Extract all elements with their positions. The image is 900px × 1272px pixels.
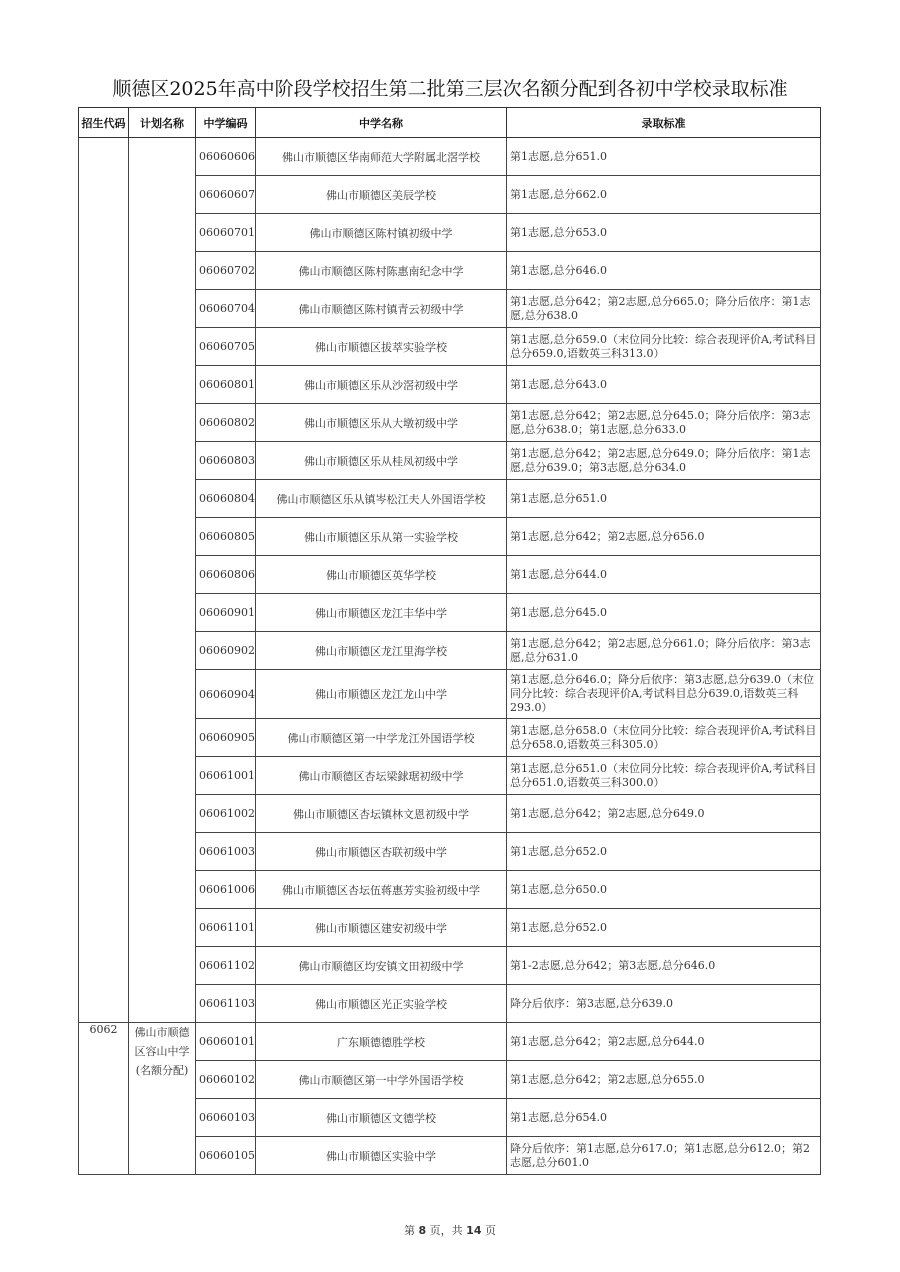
admission-standard-cell: 第1志愿,总分662.0 bbox=[507, 176, 821, 214]
table-header-row bbox=[79, 108, 821, 138]
admission-standard-cell: 第1志愿,总分646.0；降分后依序：第3志愿,总分639.0（末位同分比较：综合表现评价A,考试科目总分639.0,语数英三科293.0） bbox=[507, 670, 821, 719]
school-code-cell: 06060101 bbox=[196, 1023, 256, 1061]
school-code-cell: 06060804 bbox=[196, 480, 256, 518]
school-name-cell: 佛山市顺德区杏联初级中学 bbox=[256, 833, 507, 871]
school-code-cell: 06060704 bbox=[196, 290, 256, 328]
school-code-cell: 06061003 bbox=[196, 833, 256, 871]
admission-standard-cell: 第1志愿,总分658.0（末位同分比较：综合表现评价A,考试科目总分658.0,语数英三科305.0） bbox=[507, 719, 821, 757]
admission-standard-cell: 第1志愿,总分643.0 bbox=[507, 366, 821, 404]
admission-standard-cell: 第1志愿,总分651.0 bbox=[507, 138, 821, 176]
school-code-cell: 06061001 bbox=[196, 757, 256, 795]
plan-code-cell: 6062 bbox=[79, 1023, 129, 1175]
school-code-cell: 06060901 bbox=[196, 594, 256, 632]
school-code-cell: 06060103 bbox=[196, 1099, 256, 1137]
admission-standard-cell: 第1志愿,总分659.0（末位同分比较：综合表现评价A,考试科目总分659.0,语数英三科313.0） bbox=[507, 328, 821, 366]
school-name-cell: 佛山市顺德区建安初级中学 bbox=[256, 909, 507, 947]
header-school-code: 中学编码 bbox=[196, 108, 256, 138]
school-code-cell: 06060902 bbox=[196, 632, 256, 670]
school-code-cell: 06060801 bbox=[196, 366, 256, 404]
school-name-cell: 佛山市顺德区龙江丰华中学 bbox=[256, 594, 507, 632]
school-code-cell: 06060102 bbox=[196, 1061, 256, 1099]
header-admission-standard: 录取标准 bbox=[507, 108, 821, 138]
school-name-cell: 佛山市顺德区美辰学校 bbox=[256, 176, 507, 214]
school-name-cell: 佛山市顺德区杏坛梁銶琚初级中学 bbox=[256, 757, 507, 795]
admission-standard-cell: 第1志愿,总分644.0 bbox=[507, 556, 821, 594]
admission-standard-cell: 第1志愿,总分645.0 bbox=[507, 594, 821, 632]
school-name-cell: 佛山市顺德区杏坛镇林文恩初级中学 bbox=[256, 795, 507, 833]
school-code-cell: 06060802 bbox=[196, 404, 256, 442]
school-code-cell: 06061102 bbox=[196, 947, 256, 985]
admission-standard-cell: 第1志愿,总分651.0 bbox=[507, 480, 821, 518]
school-name-cell: 佛山市顺德区光正实验学校 bbox=[256, 985, 507, 1023]
admission-standard-cell: 第1志愿,总分642；第2志愿,总分649.0；降分后依序：第1志愿,总分639.0；第3志愿,总分634.0 bbox=[507, 442, 821, 480]
school-name-cell: 佛山市顺德区乐从第一实验学校 bbox=[256, 518, 507, 556]
school-name-cell: 佛山市顺德区第一中学外国语学校 bbox=[256, 1061, 507, 1099]
school-name-cell: 佛山市顺德区华南师范大学附属北滘学校 bbox=[256, 138, 507, 176]
admission-standard-cell: 第1志愿,总分646.0 bbox=[507, 252, 821, 290]
school-name-cell: 广东顺德德胜学校 bbox=[256, 1023, 507, 1061]
school-name-cell: 佛山市顺德区乐从沙滘初级中学 bbox=[256, 366, 507, 404]
plan-name-cell bbox=[129, 138, 196, 1023]
admission-standard-cell: 第1志愿,总分650.0 bbox=[507, 871, 821, 909]
plan-code-cell bbox=[79, 138, 129, 1023]
admission-standard-cell: 第1志愿,总分642；第2志愿,总分649.0 bbox=[507, 795, 821, 833]
admission-standard-cell: 第1志愿,总分652.0 bbox=[507, 833, 821, 871]
table-row bbox=[79, 138, 821, 176]
school-code-cell: 06061002 bbox=[196, 795, 256, 833]
school-name-cell: 佛山市顺德区龙江里海学校 bbox=[256, 632, 507, 670]
admission-standard-cell: 第1-2志愿,总分642；第3志愿,总分646.0 bbox=[507, 947, 821, 985]
school-name-cell: 佛山市顺德区乐从桂凤初级中学 bbox=[256, 442, 507, 480]
school-name-cell: 佛山市顺德区乐从镇岑松江夫人外国语学校 bbox=[256, 480, 507, 518]
admission-standard-cell: 降分后依序：第3志愿,总分639.0 bbox=[507, 985, 821, 1023]
school-code-cell: 06061006 bbox=[196, 871, 256, 909]
admission-standard-cell: 降分后依序：第1志愿,总分617.0；第1志愿,总分612.0；第2志愿,总分601.0 bbox=[507, 1137, 821, 1175]
school-code-cell: 06060702 bbox=[196, 252, 256, 290]
school-name-cell: 佛山市顺德区陈村镇青云初级中学 bbox=[256, 290, 507, 328]
school-code-cell: 06060606 bbox=[196, 138, 256, 176]
total-pages: 14 bbox=[466, 1224, 482, 1237]
school-code-cell: 06060705 bbox=[196, 328, 256, 366]
admission-standard-cell: 第1志愿,总分642；第2志愿,总分661.0；降分后依序：第3志愿,总分631.0 bbox=[507, 632, 821, 670]
school-code-cell: 06060607 bbox=[196, 176, 256, 214]
table-row bbox=[79, 1023, 821, 1061]
school-name-cell: 佛山市顺德区陈村镇初级中学 bbox=[256, 214, 507, 252]
school-code-cell: 06060701 bbox=[196, 214, 256, 252]
school-name-cell: 佛山市顺德区英华学校 bbox=[256, 556, 507, 594]
school-name-cell: 佛山市顺德区拔萃实验学校 bbox=[256, 328, 507, 366]
plan-name-cell: 佛山市顺德区容山中学(名额分配) bbox=[129, 1023, 196, 1175]
admission-standard-cell: 第1志愿,总分654.0 bbox=[507, 1099, 821, 1137]
school-code-cell: 06061101 bbox=[196, 909, 256, 947]
admission-standard-cell: 第1志愿,总分651.0（末位同分比较：综合表现评价A,考试科目总分651.0,语数英三科300.0） bbox=[507, 757, 821, 795]
footer-middle: 页，共 bbox=[429, 1224, 463, 1237]
admission-standard-cell: 第1志愿,总分642；第2志愿,总分645.0；降分后依序：第3志愿,总分638.0；第1志愿,总分633.0 bbox=[507, 404, 821, 442]
school-name-cell: 佛山市顺德区杏坛伍蒋惠芳实验初级中学 bbox=[256, 871, 507, 909]
school-code-cell: 06061103 bbox=[196, 985, 256, 1023]
school-code-cell: 06060806 bbox=[196, 556, 256, 594]
school-code-cell: 06060905 bbox=[196, 719, 256, 757]
header-plan-code: 招生代码 bbox=[79, 108, 129, 138]
school-code-cell: 06060904 bbox=[196, 670, 256, 719]
school-name-cell: 佛山市顺德区文德学校 bbox=[256, 1099, 507, 1137]
school-name-cell: 佛山市顺德区龙江龙山中学 bbox=[256, 670, 507, 719]
school-code-cell: 06060803 bbox=[196, 442, 256, 480]
footer-prefix: 第 bbox=[404, 1224, 416, 1237]
school-name-cell: 佛山市顺德区第一中学龙江外国语学校 bbox=[256, 719, 507, 757]
school-name-cell: 佛山市顺德区陈村陈惠南纪念中学 bbox=[256, 252, 507, 290]
document-title: 顺德区2025年高中阶段学校招生第二批第三层次名额分配到各初中学校录取标准 bbox=[112, 78, 788, 100]
admission-standard-cell: 第1志愿,总分642；第2志愿,总分665.0；降分后依序：第1志愿,总分638.0 bbox=[507, 290, 821, 328]
page-footer bbox=[0, 1222, 900, 1238]
header-plan-name: 计划名称 bbox=[129, 108, 196, 138]
admission-standard-cell: 第1志愿,总分642；第2志愿,总分656.0 bbox=[507, 518, 821, 556]
current-page: 8 bbox=[418, 1224, 427, 1237]
admission-standard-cell: 第1志愿,总分652.0 bbox=[507, 909, 821, 947]
footer-suffix: 页 bbox=[484, 1224, 496, 1237]
admission-standard-cell: 第1志愿,总分642；第2志愿,总分655.0 bbox=[507, 1061, 821, 1099]
header-school-name: 中学名称 bbox=[256, 108, 507, 138]
school-name-cell: 佛山市顺德区乐从大墩初级中学 bbox=[256, 404, 507, 442]
school-code-cell: 06060105 bbox=[196, 1137, 256, 1175]
school-name-cell: 佛山市顺德区实验中学 bbox=[256, 1137, 507, 1175]
table-body bbox=[79, 138, 821, 1175]
admission-table bbox=[78, 107, 821, 1175]
school-code-cell: 06060805 bbox=[196, 518, 256, 556]
admission-standard-cell: 第1志愿,总分642；第2志愿,总分644.0 bbox=[507, 1023, 821, 1061]
school-name-cell: 佛山市顺德区均安镇文田初级中学 bbox=[256, 947, 507, 985]
admission-standard-cell: 第1志愿,总分653.0 bbox=[507, 214, 821, 252]
